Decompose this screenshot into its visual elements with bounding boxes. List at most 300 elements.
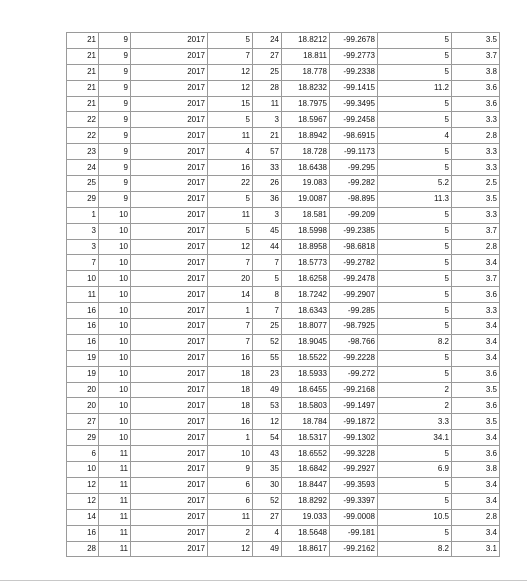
table-cell-year: 2017 bbox=[131, 287, 208, 303]
table-cell-longitude: -98.6915 bbox=[330, 128, 378, 144]
table-cell-hour: 12 bbox=[208, 64, 253, 80]
table-cell-month: 11 bbox=[99, 477, 131, 493]
table-cell-magnitude: 3.5 bbox=[452, 33, 500, 49]
table-cell-year: 2017 bbox=[131, 48, 208, 64]
table-cell-latitude: 18.581 bbox=[282, 207, 330, 223]
table-row bbox=[67, 382, 500, 398]
table-cell-month: 10 bbox=[99, 334, 131, 350]
table-cell-depth: 8.2 bbox=[378, 541, 452, 557]
table-cell-longitude: -99.1415 bbox=[330, 80, 378, 96]
table-cell-month: 11 bbox=[99, 493, 131, 509]
table-row bbox=[67, 366, 500, 382]
table-cell-minute: 57 bbox=[253, 144, 282, 160]
table-cell-depth: 5 bbox=[378, 303, 452, 319]
table-cell-hour: 9 bbox=[208, 462, 253, 478]
table-cell-month: 10 bbox=[99, 350, 131, 366]
table-cell-longitude: -99.3495 bbox=[330, 96, 378, 112]
table-cell-month: 10 bbox=[99, 207, 131, 223]
table-cell-hour: 4 bbox=[208, 144, 253, 160]
table-cell-month: 10 bbox=[99, 382, 131, 398]
table-cell-month: 10 bbox=[99, 239, 131, 255]
table-cell-hour: 18 bbox=[208, 366, 253, 382]
table-cell-longitude: -99.2385 bbox=[330, 223, 378, 239]
table-cell-longitude: -99.2458 bbox=[330, 112, 378, 128]
table-cell-magnitude: 3.7 bbox=[452, 48, 500, 64]
table-cell-minute: 55 bbox=[253, 350, 282, 366]
table-cell-hour: 5 bbox=[208, 191, 253, 207]
table-cell-year: 2017 bbox=[131, 509, 208, 525]
table-cell-depth: 5 bbox=[378, 255, 452, 271]
table-cell-minute: 45 bbox=[253, 223, 282, 239]
table-cell-latitude: 18.5522 bbox=[282, 350, 330, 366]
table-cell-year: 2017 bbox=[131, 207, 208, 223]
table-cell-hour: 16 bbox=[208, 160, 253, 176]
table-cell-year: 2017 bbox=[131, 319, 208, 335]
table-cell-depth: 5 bbox=[378, 477, 452, 493]
table-cell-minute: 25 bbox=[253, 319, 282, 335]
table-cell-longitude: -99.2678 bbox=[330, 33, 378, 49]
table-cell-day: 16 bbox=[67, 319, 99, 335]
table-cell-minute: 52 bbox=[253, 334, 282, 350]
table-cell-hour: 16 bbox=[208, 414, 253, 430]
table-cell-minute: 53 bbox=[253, 398, 282, 414]
table-cell-latitude: 18.8212 bbox=[282, 33, 330, 49]
table-cell-latitude: 18.8447 bbox=[282, 477, 330, 493]
table-cell-day: 14 bbox=[67, 509, 99, 525]
table-cell-day: 6 bbox=[67, 446, 99, 462]
table-cell-depth: 5 bbox=[378, 160, 452, 176]
table-cell-depth: 5 bbox=[378, 112, 452, 128]
table-cell-minute: 49 bbox=[253, 541, 282, 557]
table-cell-month: 9 bbox=[99, 112, 131, 128]
table-cell-day: 21 bbox=[67, 33, 99, 49]
table-cell-latitude: 18.6552 bbox=[282, 446, 330, 462]
table-cell-year: 2017 bbox=[131, 414, 208, 430]
table-cell-depth: 5 bbox=[378, 207, 452, 223]
table-cell-hour: 7 bbox=[208, 48, 253, 64]
table-cell-day: 19 bbox=[67, 350, 99, 366]
table-cell-year: 2017 bbox=[131, 334, 208, 350]
table-row bbox=[67, 334, 500, 350]
table-cell-latitude: 18.5773 bbox=[282, 255, 330, 271]
table-cell-month: 11 bbox=[99, 462, 131, 478]
table-cell-minute: 25 bbox=[253, 64, 282, 80]
table-cell-year: 2017 bbox=[131, 303, 208, 319]
table-cell-depth: 5 bbox=[378, 525, 452, 541]
table-cell-month: 11 bbox=[99, 525, 131, 541]
table-cell-year: 2017 bbox=[131, 398, 208, 414]
table-cell-day: 16 bbox=[67, 525, 99, 541]
table-cell-magnitude: 3.5 bbox=[452, 382, 500, 398]
table-cell-depth: 5 bbox=[378, 319, 452, 335]
table-cell-hour: 12 bbox=[208, 541, 253, 557]
table-cell-latitude: 19.0087 bbox=[282, 191, 330, 207]
table-cell-day: 16 bbox=[67, 303, 99, 319]
table-cell-hour: 2 bbox=[208, 525, 253, 541]
table-cell-day: 10 bbox=[67, 462, 99, 478]
table-row bbox=[67, 446, 500, 462]
table-cell-year: 2017 bbox=[131, 64, 208, 80]
table-cell-day: 3 bbox=[67, 239, 99, 255]
table-cell-minute: 27 bbox=[253, 48, 282, 64]
table-cell-magnitude: 3.8 bbox=[452, 462, 500, 478]
table-cell-day: 16 bbox=[67, 334, 99, 350]
table-cell-year: 2017 bbox=[131, 112, 208, 128]
table-cell-longitude: -99.3397 bbox=[330, 493, 378, 509]
table-cell-magnitude: 3.6 bbox=[452, 287, 500, 303]
table-row bbox=[67, 144, 500, 160]
table-cell-month: 10 bbox=[99, 287, 131, 303]
table-cell-depth: 6.9 bbox=[378, 462, 452, 478]
table-cell-magnitude: 3.8 bbox=[452, 64, 500, 80]
table-cell-depth: 5 bbox=[378, 239, 452, 255]
table-row bbox=[67, 398, 500, 414]
table-cell-month: 9 bbox=[99, 33, 131, 49]
table-cell-latitude: 19.033 bbox=[282, 509, 330, 525]
table-cell-longitude: -99.0008 bbox=[330, 509, 378, 525]
table-cell-minute: 4 bbox=[253, 525, 282, 541]
table-cell-depth: 5 bbox=[378, 350, 452, 366]
table-cell-longitude: -99.1173 bbox=[330, 144, 378, 160]
table-cell-day: 22 bbox=[67, 128, 99, 144]
table-cell-latitude: 18.8617 bbox=[282, 541, 330, 557]
table-cell-hour: 1 bbox=[208, 430, 253, 446]
table-cell-magnitude: 3.3 bbox=[452, 207, 500, 223]
table-cell-magnitude: 3.7 bbox=[452, 223, 500, 239]
table-cell-latitude: 18.8232 bbox=[282, 80, 330, 96]
table-cell-month: 10 bbox=[99, 271, 131, 287]
table-cell-depth: 3.3 bbox=[378, 414, 452, 430]
table-cell-month: 9 bbox=[99, 48, 131, 64]
table-cell-magnitude: 2.8 bbox=[452, 239, 500, 255]
table-cell-depth: 11.2 bbox=[378, 80, 452, 96]
table-cell-year: 2017 bbox=[131, 350, 208, 366]
table-cell-latitude: 18.5803 bbox=[282, 398, 330, 414]
table-cell-hour: 1 bbox=[208, 303, 253, 319]
table-cell-day: 25 bbox=[67, 176, 99, 192]
table-cell-depth: 5 bbox=[378, 64, 452, 80]
table-cell-year: 2017 bbox=[131, 255, 208, 271]
table-cell-month: 9 bbox=[99, 96, 131, 112]
table-cell-month: 9 bbox=[99, 128, 131, 144]
table-cell-longitude: -99.2782 bbox=[330, 255, 378, 271]
table-cell-day: 23 bbox=[67, 144, 99, 160]
table-cell-longitude: -99.209 bbox=[330, 207, 378, 223]
table-cell-hour: 5 bbox=[208, 33, 253, 49]
table-row bbox=[67, 303, 500, 319]
table-cell-day: 12 bbox=[67, 493, 99, 509]
table-cell-year: 2017 bbox=[131, 477, 208, 493]
table-cell-longitude: -99.181 bbox=[330, 525, 378, 541]
table-row bbox=[67, 493, 500, 509]
table-cell-magnitude: 3.3 bbox=[452, 144, 500, 160]
table-cell-hour: 12 bbox=[208, 239, 253, 255]
table-cell-magnitude: 3.4 bbox=[452, 255, 500, 271]
table-cell-magnitude: 3.3 bbox=[452, 160, 500, 176]
table-cell-month: 11 bbox=[99, 541, 131, 557]
table-cell-latitude: 18.6842 bbox=[282, 462, 330, 478]
table-cell-latitude: 18.5998 bbox=[282, 223, 330, 239]
table-cell-year: 2017 bbox=[131, 430, 208, 446]
table-cell-latitude: 18.5317 bbox=[282, 430, 330, 446]
table-row bbox=[67, 541, 500, 557]
table-cell-hour: 20 bbox=[208, 271, 253, 287]
table-cell-longitude: -99.285 bbox=[330, 303, 378, 319]
table-row bbox=[67, 128, 500, 144]
table-cell-minute: 44 bbox=[253, 239, 282, 255]
page-bottom-rule bbox=[0, 580, 527, 581]
table-cell-month: 9 bbox=[99, 191, 131, 207]
table-cell-latitude: 18.8958 bbox=[282, 239, 330, 255]
table-cell-magnitude: 3.3 bbox=[452, 112, 500, 128]
table-cell-minute: 7 bbox=[253, 303, 282, 319]
table-cell-longitude: -98.766 bbox=[330, 334, 378, 350]
table-cell-latitude: 18.6438 bbox=[282, 160, 330, 176]
table-cell-longitude: -99.2773 bbox=[330, 48, 378, 64]
table-cell-latitude: 18.778 bbox=[282, 64, 330, 80]
table-cell-month: 9 bbox=[99, 80, 131, 96]
table-cell-latitude: 18.6258 bbox=[282, 271, 330, 287]
table-cell-longitude: -99.2168 bbox=[330, 382, 378, 398]
table-cell-depth: 10.5 bbox=[378, 509, 452, 525]
table-cell-longitude: -99.2927 bbox=[330, 462, 378, 478]
table-cell-minute: 23 bbox=[253, 366, 282, 382]
table-cell-magnitude: 3.6 bbox=[452, 398, 500, 414]
table-cell-minute: 7 bbox=[253, 255, 282, 271]
table-cell-magnitude: 2.8 bbox=[452, 128, 500, 144]
table-cell-hour: 15 bbox=[208, 96, 253, 112]
table-cell-magnitude: 2.8 bbox=[452, 509, 500, 525]
table-row bbox=[67, 191, 500, 207]
table-cell-day: 20 bbox=[67, 382, 99, 398]
table-cell-minute: 43 bbox=[253, 446, 282, 462]
table-cell-year: 2017 bbox=[131, 96, 208, 112]
table-cell-hour: 11 bbox=[208, 207, 253, 223]
table-cell-hour: 12 bbox=[208, 80, 253, 96]
table-cell-hour: 16 bbox=[208, 350, 253, 366]
table-cell-year: 2017 bbox=[131, 191, 208, 207]
table-cell-longitude: -99.2228 bbox=[330, 350, 378, 366]
table-cell-longitude: -98.7925 bbox=[330, 319, 378, 335]
table-cell-year: 2017 bbox=[131, 382, 208, 398]
table-cell-depth: 4 bbox=[378, 128, 452, 144]
table-cell-longitude: -99.2338 bbox=[330, 64, 378, 80]
table-cell-depth: 2 bbox=[378, 398, 452, 414]
table-row bbox=[67, 80, 500, 96]
table-cell-year: 2017 bbox=[131, 80, 208, 96]
table-body bbox=[67, 33, 500, 557]
table-row bbox=[67, 112, 500, 128]
table-cell-magnitude: 3.3 bbox=[452, 303, 500, 319]
table-cell-depth: 5 bbox=[378, 493, 452, 509]
table-row bbox=[67, 509, 500, 525]
table-cell-day: 21 bbox=[67, 64, 99, 80]
table-cell-month: 10 bbox=[99, 319, 131, 335]
table-cell-minute: 26 bbox=[253, 176, 282, 192]
table-cell-hour: 7 bbox=[208, 334, 253, 350]
table-cell-latitude: 18.8942 bbox=[282, 128, 330, 144]
table-cell-year: 2017 bbox=[131, 462, 208, 478]
table-cell-day: 29 bbox=[67, 191, 99, 207]
table-cell-hour: 6 bbox=[208, 493, 253, 509]
table-cell-month: 10 bbox=[99, 430, 131, 446]
table-row bbox=[67, 255, 500, 271]
table-cell-magnitude: 3.5 bbox=[452, 191, 500, 207]
table-cell-minute: 33 bbox=[253, 160, 282, 176]
table-cell-magnitude: 3.4 bbox=[452, 319, 500, 335]
table-row bbox=[67, 96, 500, 112]
table-cell-depth: 5 bbox=[378, 271, 452, 287]
table-row bbox=[67, 477, 500, 493]
table-cell-depth: 5 bbox=[378, 366, 452, 382]
table-cell-year: 2017 bbox=[131, 446, 208, 462]
table-cell-year: 2017 bbox=[131, 128, 208, 144]
table-cell-magnitude: 3.4 bbox=[452, 350, 500, 366]
table-cell-year: 2017 bbox=[131, 144, 208, 160]
table-cell-year: 2017 bbox=[131, 33, 208, 49]
table-cell-month: 9 bbox=[99, 160, 131, 176]
table-cell-minute: 12 bbox=[253, 414, 282, 430]
table-row bbox=[67, 64, 500, 80]
table-cell-depth: 11.3 bbox=[378, 191, 452, 207]
table-cell-month: 10 bbox=[99, 255, 131, 271]
table-cell-latitude: 18.728 bbox=[282, 144, 330, 160]
table-cell-magnitude: 3.1 bbox=[452, 541, 500, 557]
table-cell-minute: 21 bbox=[253, 128, 282, 144]
table-cell-minute: 11 bbox=[253, 96, 282, 112]
table-cell-longitude: -99.272 bbox=[330, 366, 378, 382]
table-cell-longitude: -99.1497 bbox=[330, 398, 378, 414]
table-cell-latitude: 18.5648 bbox=[282, 525, 330, 541]
table-cell-longitude: -99.2162 bbox=[330, 541, 378, 557]
table-cell-latitude: 18.7242 bbox=[282, 287, 330, 303]
table-cell-hour: 7 bbox=[208, 255, 253, 271]
table-row bbox=[67, 33, 500, 49]
table-cell-hour: 5 bbox=[208, 223, 253, 239]
table-cell-longitude: -98.6818 bbox=[330, 239, 378, 255]
table-cell-month: 10 bbox=[99, 223, 131, 239]
table-cell-year: 2017 bbox=[131, 271, 208, 287]
table-cell-day: 7 bbox=[67, 255, 99, 271]
table-cell-longitude: -99.2478 bbox=[330, 271, 378, 287]
table-cell-latitude: 18.5967 bbox=[282, 112, 330, 128]
table-cell-minute: 27 bbox=[253, 509, 282, 525]
table-cell-latitude: 18.9045 bbox=[282, 334, 330, 350]
table-cell-latitude: 18.8292 bbox=[282, 493, 330, 509]
table-cell-minute: 52 bbox=[253, 493, 282, 509]
table-cell-depth: 5 bbox=[378, 144, 452, 160]
table-cell-minute: 30 bbox=[253, 477, 282, 493]
table-row bbox=[67, 271, 500, 287]
table-cell-magnitude: 3.5 bbox=[452, 414, 500, 430]
table-cell-year: 2017 bbox=[131, 239, 208, 255]
table-cell-day: 21 bbox=[67, 80, 99, 96]
table-cell-day: 19 bbox=[67, 366, 99, 382]
table-row bbox=[67, 160, 500, 176]
table-cell-month: 10 bbox=[99, 366, 131, 382]
table-cell-minute: 5 bbox=[253, 271, 282, 287]
table-cell-year: 2017 bbox=[131, 366, 208, 382]
table-cell-depth: 5 bbox=[378, 33, 452, 49]
table-cell-month: 10 bbox=[99, 398, 131, 414]
table-cell-longitude: -99.1872 bbox=[330, 414, 378, 430]
table-cell-day: 21 bbox=[67, 48, 99, 64]
table-cell-month: 10 bbox=[99, 303, 131, 319]
table-cell-hour: 7 bbox=[208, 319, 253, 335]
table-row bbox=[67, 48, 500, 64]
table-cell-magnitude: 3.4 bbox=[452, 477, 500, 493]
table-row bbox=[67, 414, 500, 430]
table-row bbox=[67, 430, 500, 446]
table-cell-day: 10 bbox=[67, 271, 99, 287]
table-cell-day: 27 bbox=[67, 414, 99, 430]
table-cell-depth: 5 bbox=[378, 446, 452, 462]
table-cell-month: 9 bbox=[99, 176, 131, 192]
table-cell-magnitude: 3.6 bbox=[452, 96, 500, 112]
table-cell-year: 2017 bbox=[131, 493, 208, 509]
table-cell-minute: 35 bbox=[253, 462, 282, 478]
table-cell-magnitude: 3.6 bbox=[452, 366, 500, 382]
table-cell-magnitude: 3.4 bbox=[452, 430, 500, 446]
table-cell-latitude: 18.7975 bbox=[282, 96, 330, 112]
table-cell-depth: 8.2 bbox=[378, 334, 452, 350]
table-cell-longitude: -99.3228 bbox=[330, 446, 378, 462]
table-cell-longitude: -99.2907 bbox=[330, 287, 378, 303]
table-cell-depth: 5 bbox=[378, 223, 452, 239]
table-cell-depth: 5.2 bbox=[378, 176, 452, 192]
table-cell-year: 2017 bbox=[131, 223, 208, 239]
table-cell-minute: 36 bbox=[253, 191, 282, 207]
table-cell-day: 29 bbox=[67, 430, 99, 446]
table-cell-hour: 10 bbox=[208, 446, 253, 462]
table-cell-longitude: -98.895 bbox=[330, 191, 378, 207]
table-cell-minute: 28 bbox=[253, 80, 282, 96]
table-cell-magnitude: 3.4 bbox=[452, 525, 500, 541]
table-cell-hour: 18 bbox=[208, 382, 253, 398]
table-cell-minute: 8 bbox=[253, 287, 282, 303]
table-cell-depth: 5 bbox=[378, 96, 452, 112]
table-cell-day: 3 bbox=[67, 223, 99, 239]
table-cell-depth: 34.1 bbox=[378, 430, 452, 446]
table-cell-magnitude: 3.6 bbox=[452, 80, 500, 96]
table-cell-latitude: 18.6343 bbox=[282, 303, 330, 319]
table-cell-month: 11 bbox=[99, 446, 131, 462]
table-cell-day: 12 bbox=[67, 477, 99, 493]
table-cell-minute: 54 bbox=[253, 430, 282, 446]
table-cell-hour: 6 bbox=[208, 477, 253, 493]
table-cell-hour: 5 bbox=[208, 112, 253, 128]
table-cell-longitude: -99.1302 bbox=[330, 430, 378, 446]
table-cell-hour: 22 bbox=[208, 176, 253, 192]
table-cell-hour: 18 bbox=[208, 398, 253, 414]
table-cell-minute: 49 bbox=[253, 382, 282, 398]
table-cell-year: 2017 bbox=[131, 176, 208, 192]
table-cell-depth: 2 bbox=[378, 382, 452, 398]
table-cell-hour: 11 bbox=[208, 509, 253, 525]
table-cell-longitude: -99.3593 bbox=[330, 477, 378, 493]
data-table bbox=[66, 32, 500, 557]
table-cell-day: 24 bbox=[67, 160, 99, 176]
table-cell-minute: 3 bbox=[253, 112, 282, 128]
table-cell-month: 9 bbox=[99, 144, 131, 160]
table-row bbox=[67, 223, 500, 239]
table-row bbox=[67, 319, 500, 335]
table-cell-latitude: 19.083 bbox=[282, 176, 330, 192]
table-cell-magnitude: 3.7 bbox=[452, 271, 500, 287]
table-cell-day: 20 bbox=[67, 398, 99, 414]
table-cell-day: 28 bbox=[67, 541, 99, 557]
table-row bbox=[67, 287, 500, 303]
